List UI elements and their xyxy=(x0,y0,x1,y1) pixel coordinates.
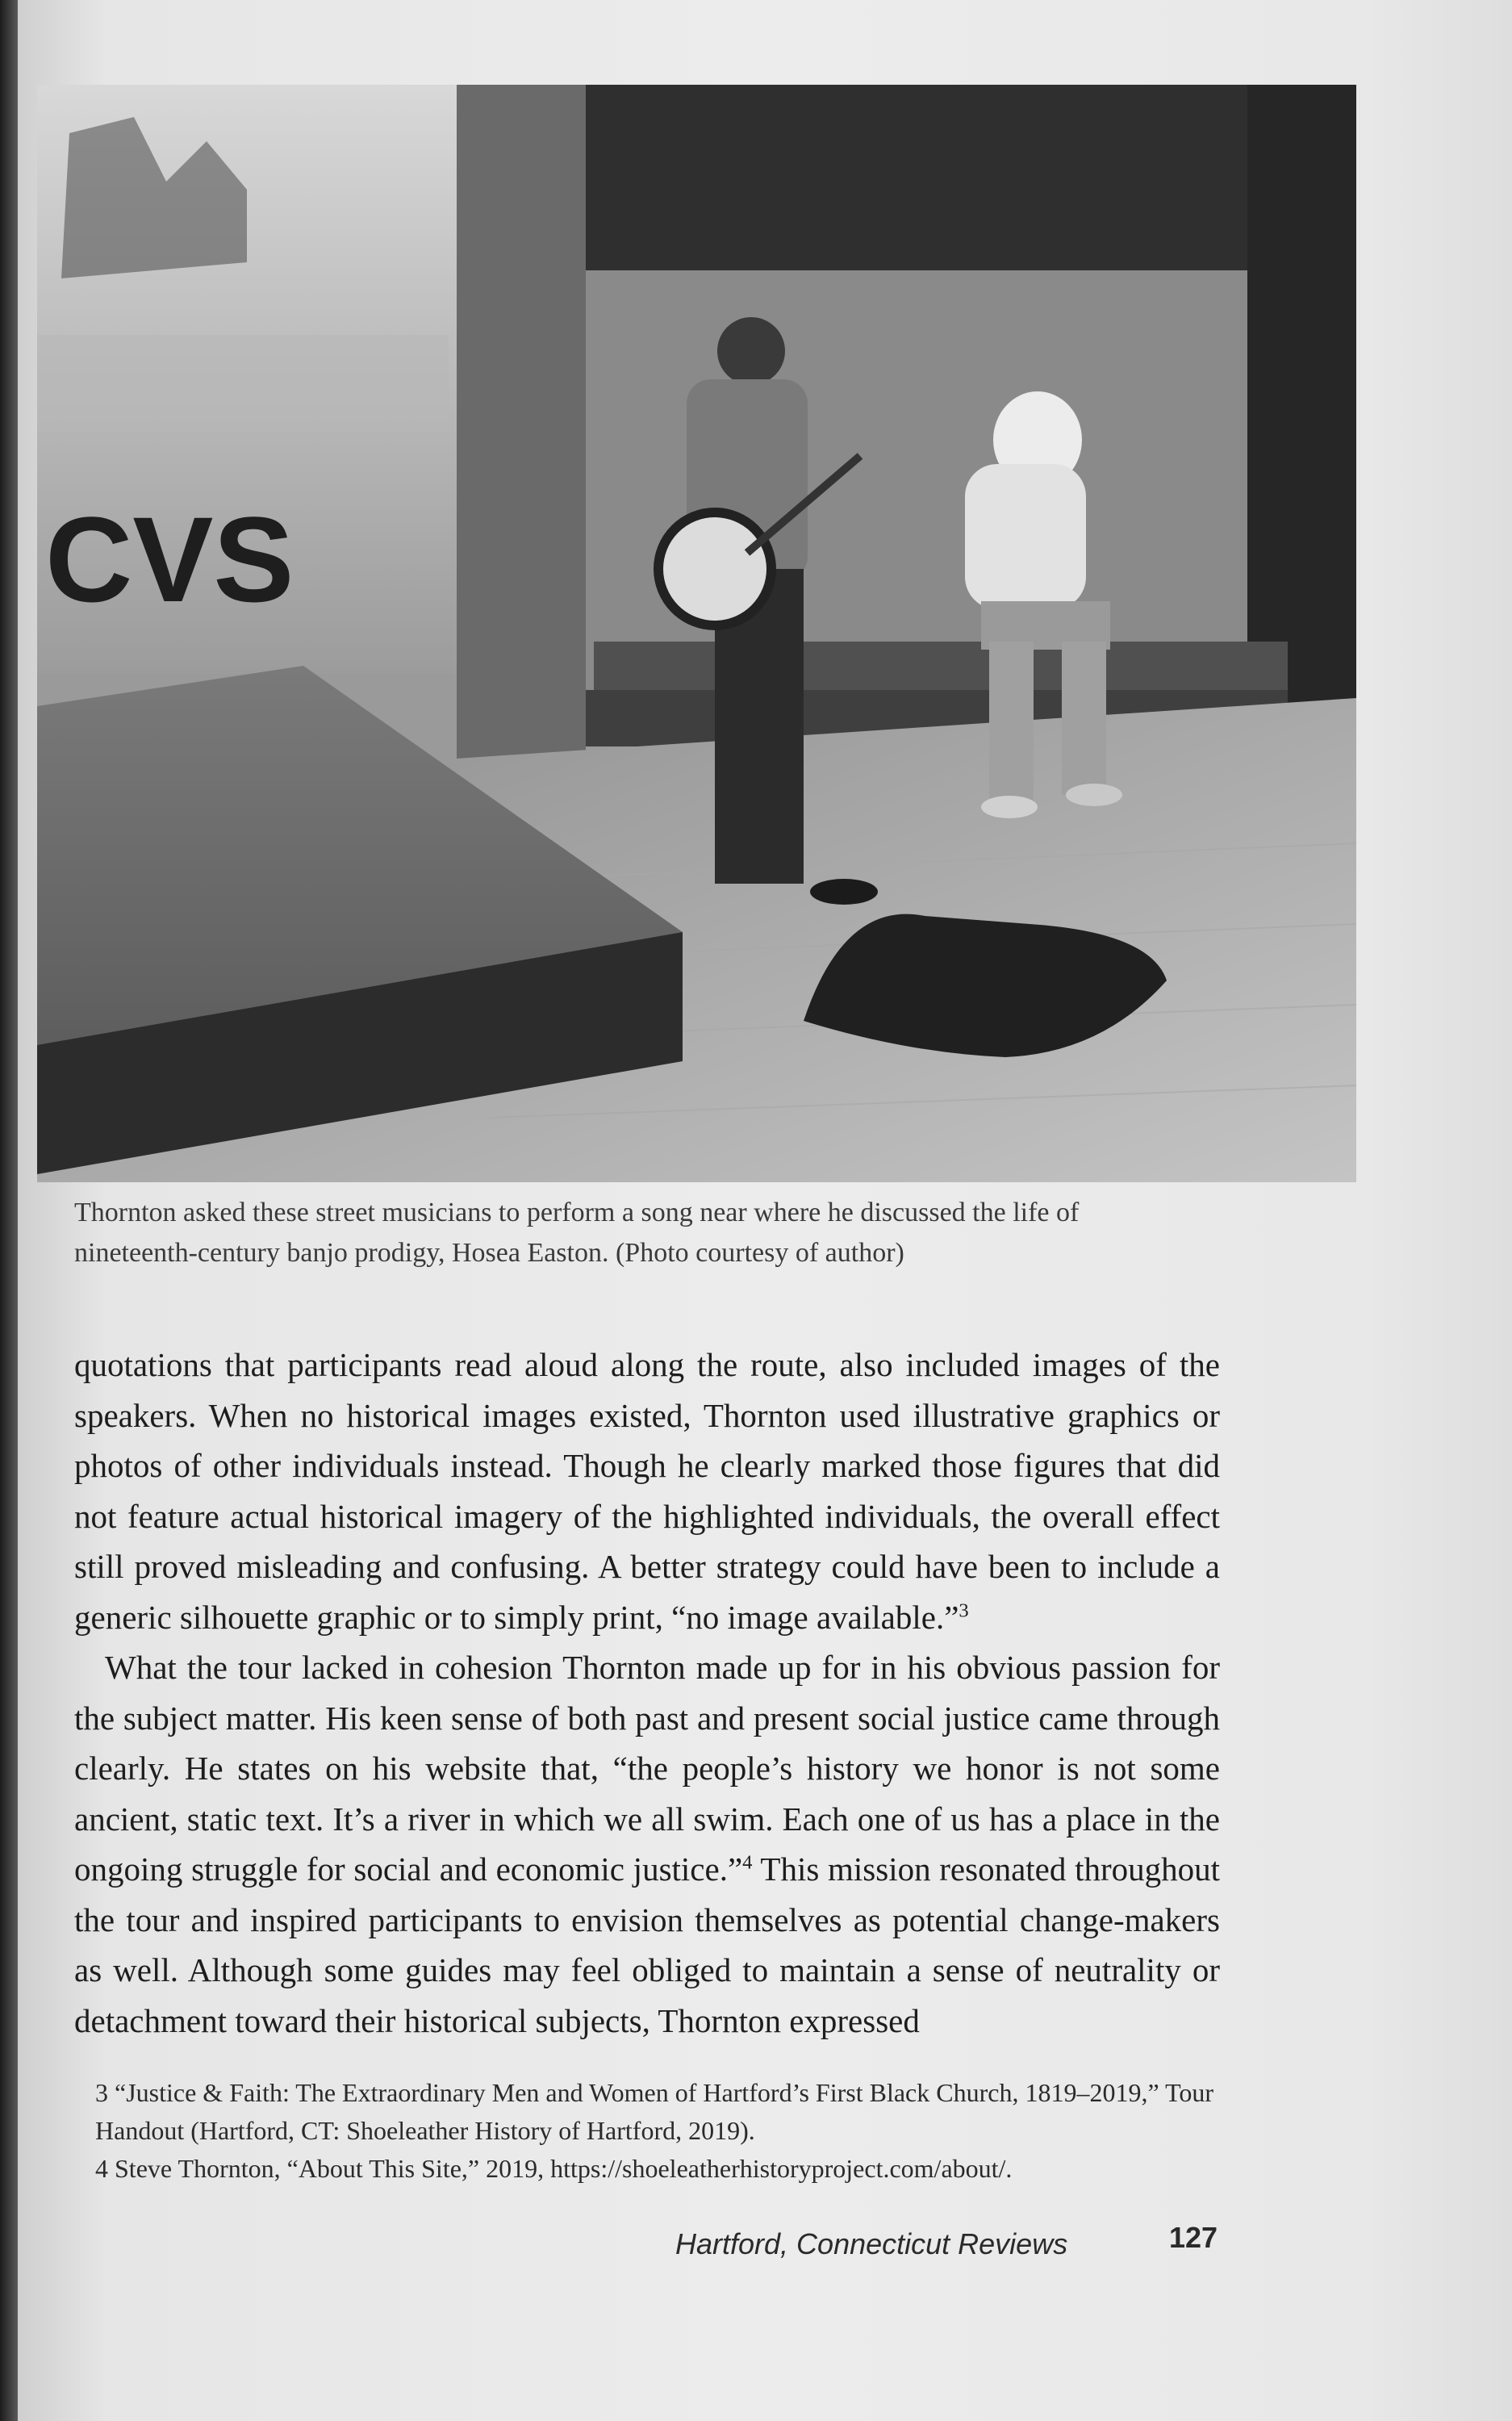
footnote-3: 3 “Justice & Faith: The Extraordinary Men and Women of Hartford’s First Black Church, 1819–2019,” Tour Handout (Hartford, CT: Shoeleather History of Hartford, 2019). xyxy=(95,2078,1214,2145)
page-number: 127 xyxy=(1169,2221,1218,2254)
book-spine-edge xyxy=(0,0,18,2421)
paragraph-1 xyxy=(74,1340,1220,1642)
footnotes xyxy=(95,2074,1225,2188)
building-column xyxy=(457,85,586,787)
photo-caption xyxy=(74,1193,1268,1273)
running-head: Hartford, Connecticut Reviews xyxy=(675,2227,1068,2260)
banjo xyxy=(658,512,771,625)
paragraph-2-text-a: What the tour lacked in cohesion Thornton made up for in his obvious passion for the subject matter. His keen sense of both past and present social justice came through clearly. He states on his website that, “the people’s history we honor is not some ancient, static text. It’s a river in which we all swim. Each one of us has a place in the ongoing struggle for social and economic justice.” xyxy=(74,1649,1220,1888)
book-page xyxy=(18,0,1512,2421)
window-ledge xyxy=(594,642,1288,690)
body-text xyxy=(74,1340,1220,2046)
footnote-ref-4: 4 xyxy=(742,1851,753,1874)
page-footer xyxy=(675,2221,1240,2261)
paragraph-2 xyxy=(74,1642,1220,2046)
paragraph-1-text: quotations that participants read aloud along the route, also included images of the speakers. When no historical images existed, Thornton used illustrative graphics or photos of other individuals instead. Though he clearly marked those figures that did not feature actual historical imagery of the highlighted individuals, the overall effect still proved misleading and confusing. A better strategy could have been to include a generic silhouette graphic or to simply print, “no image available.” xyxy=(74,1346,1220,1636)
caption-line-1: Thornton asked these street musicians to perform a song near where he discussed the life of xyxy=(74,1198,1080,1227)
upper-window xyxy=(586,85,1312,270)
caption-line-2: nineteenth-century banjo prodigy, Hosea Easton. (Photo courtesy of author) xyxy=(74,1238,904,1268)
cvs-sign-text: CVS xyxy=(45,491,294,627)
paragraph-2-text-b: This mission resonated throughout the tour and inspired participants to envision themselves as potential change-makers as well. Although some guides may feel obliged to maintain a sense of neutrality or detachment toward their historical subjects, Thornton expressed xyxy=(74,1850,1221,2039)
footnote-4: 4 Steve Thornton, “About This Site,” 2019, https://shoeleatherhistoryproject.com/about/. xyxy=(95,2154,1013,2183)
footnote-ref-3: 3 xyxy=(959,1599,969,1621)
street-musicians-photo xyxy=(37,85,1356,1182)
